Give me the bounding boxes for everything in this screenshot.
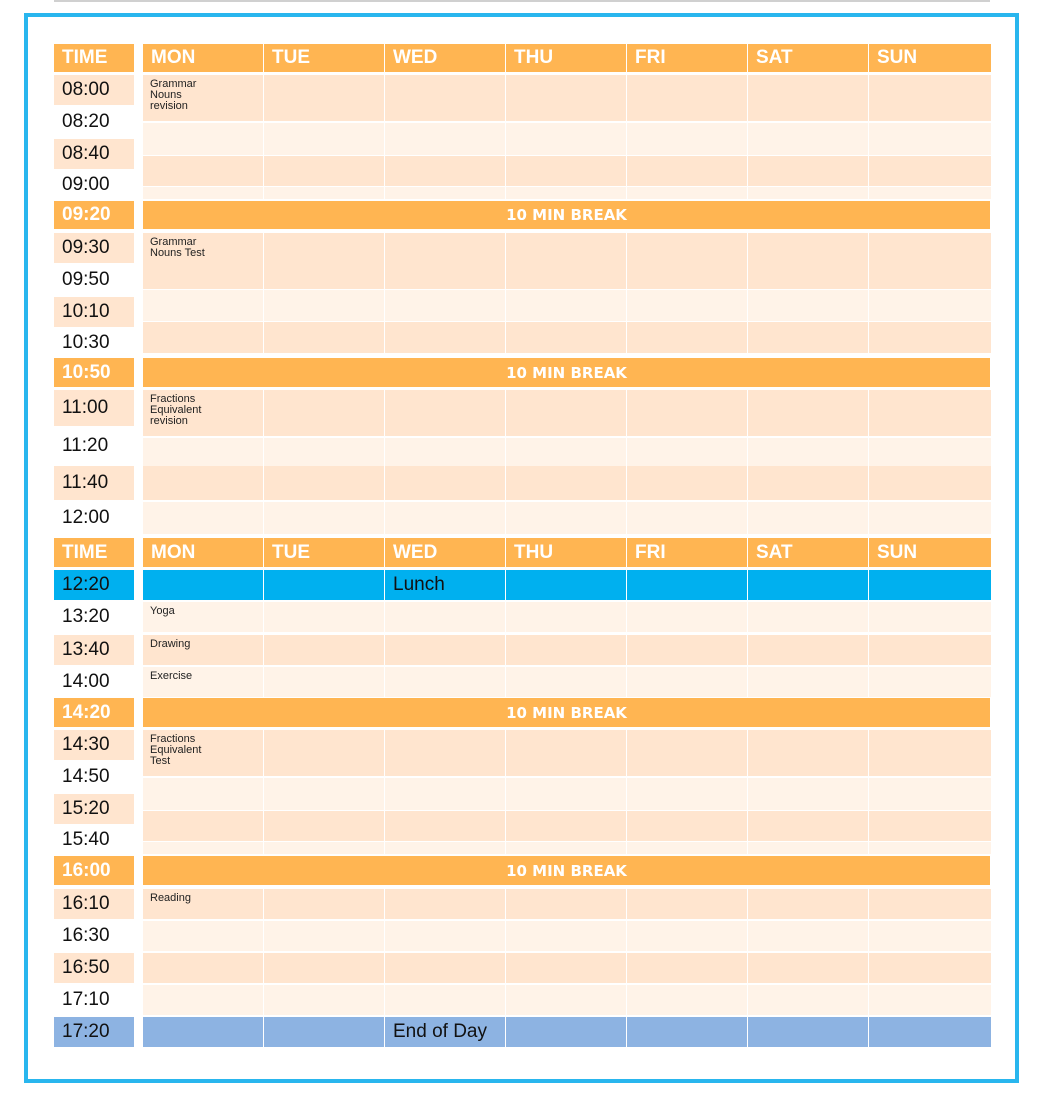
header-mon: MON (143, 538, 263, 567)
empty-cell (869, 842, 991, 854)
time-cell: 09:50 (54, 265, 134, 295)
empty-cell (143, 187, 263, 199)
table-row (54, 635, 990, 665)
empty-cell (748, 842, 868, 854)
header-time: TIME (54, 44, 134, 72)
empty-cell (506, 1017, 626, 1047)
empty-cell (264, 889, 384, 919)
empty-cell (506, 187, 626, 199)
empty-cell (385, 466, 505, 500)
empty-cell (748, 570, 868, 600)
table-row (54, 75, 990, 112)
time-cell: 17:10 (54, 985, 134, 1015)
empty-cell (748, 635, 868, 665)
time-cell: 10:30 (54, 329, 134, 357)
empty-cell (385, 953, 505, 983)
time-cell: 16:10 (54, 889, 134, 919)
table-row (54, 466, 990, 500)
empty-cell (264, 842, 384, 854)
empty-cell (143, 466, 263, 500)
header-tue: TUE (264, 44, 384, 72)
empty-cell (748, 889, 868, 919)
empty-cell (627, 842, 747, 854)
time-cell: 11:00 (54, 390, 134, 426)
empty-cell (264, 570, 384, 600)
time-cell: 11:20 (54, 428, 134, 464)
empty-cell (627, 667, 747, 697)
break-row (54, 856, 990, 885)
time-cell: 13:40 (54, 635, 134, 665)
empty-cell (264, 502, 384, 534)
empty-cell (506, 602, 626, 632)
lesson-cell: Exercise (143, 667, 263, 697)
empty-cell (748, 953, 868, 983)
end-of-day-label: End of Day (385, 1017, 505, 1047)
empty-cell (506, 889, 626, 919)
table-row (54, 953, 990, 983)
empty-cell (869, 985, 991, 1015)
empty-cell (869, 1017, 991, 1047)
lesson-cell: Grammar Nouns revision (143, 75, 263, 121)
time-cell: 12:00 (54, 502, 134, 534)
empty-cell (385, 187, 505, 199)
empty-cell (143, 842, 263, 854)
header-time: TIME (54, 538, 134, 567)
empty-cell (264, 602, 384, 632)
empty-cell (143, 921, 263, 951)
empty-cell (627, 921, 747, 951)
empty-cell (627, 502, 747, 534)
table-row (54, 171, 990, 199)
empty-cell (869, 187, 991, 199)
lunch-row (54, 570, 990, 600)
empty-cell (869, 921, 991, 951)
lesson-cell: Grammar Nouns Test (143, 233, 263, 289)
empty-cell (506, 570, 626, 600)
empty-cell (748, 187, 868, 199)
empty-cell (506, 921, 626, 951)
empty-cell (869, 570, 991, 600)
empty-cell (264, 438, 384, 468)
empty-cell (143, 570, 263, 600)
time-cell: 08:00 (54, 75, 134, 105)
break-label: 10 MIN BREAK (143, 358, 990, 387)
empty-cell (264, 953, 384, 983)
header-fri: FRI (627, 44, 747, 72)
time-cell: 14:50 (54, 762, 134, 792)
empty-cell (385, 921, 505, 951)
empty-cell (748, 1017, 868, 1047)
time-cell: 08:40 (54, 139, 134, 169)
table-row (54, 329, 990, 357)
empty-cell (869, 438, 991, 468)
time-cell: 17:20 (54, 1017, 134, 1047)
end-of-day-row (54, 1017, 990, 1047)
table-row (54, 390, 990, 426)
empty-cell (264, 921, 384, 951)
header-wed: WED (385, 44, 505, 72)
table-row (54, 438, 990, 468)
time-cell: 16:50 (54, 953, 134, 983)
header-row (54, 44, 990, 72)
lunch-label: Lunch (385, 570, 505, 600)
empty-cell (506, 985, 626, 1015)
empty-cell (264, 635, 384, 665)
header-wed: WED (385, 538, 505, 567)
empty-cell (264, 466, 384, 500)
lesson-cell: Fractions Equivalent Test (143, 730, 263, 776)
empty-cell (627, 635, 747, 665)
header-sun: SUN (869, 44, 991, 72)
empty-cell (748, 985, 868, 1015)
table-row (54, 826, 990, 854)
empty-cell (869, 889, 991, 919)
header-thu: THU (506, 44, 626, 72)
empty-cell (264, 1017, 384, 1047)
empty-cell (627, 985, 747, 1015)
empty-cell (143, 953, 263, 983)
empty-cell (506, 842, 626, 854)
empty-cell (385, 602, 505, 632)
empty-cell (627, 187, 747, 199)
empty-cell (748, 502, 868, 534)
empty-cell (506, 502, 626, 534)
empty-cell (264, 667, 384, 697)
empty-cell (143, 502, 263, 534)
table-row (54, 602, 990, 632)
time-cell: 14:00 (54, 667, 134, 697)
table-row (54, 667, 990, 697)
header-fri: FRI (627, 538, 747, 567)
break-label: 10 MIN BREAK (143, 856, 990, 885)
empty-cell (748, 466, 868, 500)
empty-cell (385, 502, 505, 534)
empty-cell (627, 570, 747, 600)
empty-cell (385, 842, 505, 854)
time-cell: 09:00 (54, 171, 134, 199)
empty-cell (869, 502, 991, 534)
lesson-cell: Fractions Equivalent revision (143, 390, 263, 436)
empty-cell (627, 889, 747, 919)
time-cell: 16:30 (54, 921, 134, 951)
break-row (54, 698, 990, 727)
empty-cell (627, 1017, 747, 1047)
empty-cell (385, 438, 505, 468)
break-row (54, 358, 990, 387)
lesson-cell: Yoga (143, 602, 263, 632)
time-cell: 10:10 (54, 297, 134, 327)
table-row (54, 985, 990, 1015)
empty-cell (385, 985, 505, 1015)
empty-cell (385, 667, 505, 697)
break-row (54, 201, 990, 229)
empty-cell (506, 953, 626, 983)
empty-cell (143, 985, 263, 1015)
empty-cell (869, 667, 991, 697)
empty-cell (506, 438, 626, 468)
table-row (54, 921, 990, 951)
empty-cell (506, 635, 626, 665)
empty-cell (748, 921, 868, 951)
empty-cell (869, 953, 991, 983)
lesson-cell: Reading (143, 889, 263, 919)
table-row (54, 889, 990, 919)
time-cell: 11:40 (54, 466, 134, 500)
time-cell: 09:30 (54, 233, 134, 263)
time-cell: 13:20 (54, 602, 134, 632)
empty-cell (143, 438, 263, 468)
table-row (54, 502, 990, 534)
header-row (54, 538, 990, 567)
empty-cell (748, 667, 868, 697)
empty-cell (506, 466, 626, 500)
table-row (54, 730, 990, 767)
empty-cell (264, 985, 384, 1015)
empty-cell (627, 466, 747, 500)
empty-cell (627, 953, 747, 983)
time-cell: 14:30 (54, 730, 134, 760)
empty-cell (627, 602, 747, 632)
empty-cell (869, 635, 991, 665)
header-thu: THU (506, 538, 626, 567)
empty-cell (627, 438, 747, 468)
header-mon: MON (143, 44, 263, 72)
table-row (54, 233, 990, 263)
time-cell: 12:20 (54, 570, 134, 600)
time-cell: 10:50 (54, 358, 134, 387)
time-cell: 15:20 (54, 794, 134, 824)
time-cell: 08:20 (54, 107, 134, 137)
header-tue: TUE (264, 538, 384, 567)
empty-cell (506, 667, 626, 697)
empty-cell (385, 889, 505, 919)
empty-cell (748, 438, 868, 468)
top-divider (54, 0, 990, 2)
break-label: 10 MIN BREAK (143, 201, 990, 229)
empty-cell (143, 1017, 263, 1047)
header-sun: SUN (869, 538, 991, 567)
time-cell: 09:20 (54, 201, 134, 229)
lesson-cell: Drawing (143, 635, 263, 665)
empty-cell (264, 187, 384, 199)
header-sat: SAT (748, 44, 868, 72)
time-cell: 16:00 (54, 856, 134, 885)
empty-cell (869, 466, 991, 500)
empty-cell (869, 602, 991, 632)
time-cell: 14:20 (54, 698, 134, 727)
empty-cell (748, 602, 868, 632)
time-cell: 15:40 (54, 826, 134, 854)
header-sat: SAT (748, 538, 868, 567)
break-label: 10 MIN BREAK (143, 698, 990, 727)
empty-cell (385, 635, 505, 665)
